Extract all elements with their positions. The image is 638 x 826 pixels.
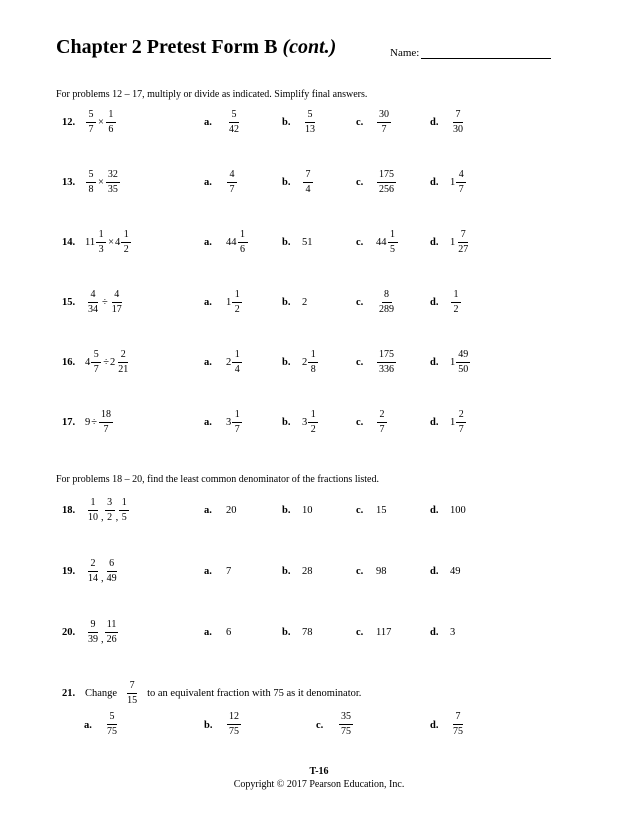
choice-b-label: b. [282,237,291,248]
choice-d-label: d. [430,237,439,248]
numerator: 1 [88,498,98,511]
numerator: 175 [377,350,396,363]
problem-18-label: 18. [62,505,76,516]
whole-number: 2 [302,357,308,368]
numerator: 1 [96,230,106,243]
separator: , [101,512,104,523]
denominator: 49 [106,573,117,584]
denominator: 13 [305,124,315,135]
problem-12-choice-c[interactable] [376,110,392,135]
fraction [377,110,391,135]
whole-number: 1 [226,297,232,308]
choice-a-label: a. [204,117,212,128]
numerator: 4 [227,170,237,183]
whole-number: 1 [450,417,456,428]
separator: , [101,573,104,584]
problem-12-choice-b[interactable] [302,110,318,135]
problem-13-expression [85,170,121,195]
choice-d-label: d. [430,357,439,368]
fraction [106,170,120,195]
separator: , [115,512,119,523]
choice-c-label: c. [356,417,364,428]
fraction [232,410,242,435]
problem-16-choice-d[interactable] [450,350,471,375]
denominator: 50 [458,364,469,375]
numerator: 32 [106,170,120,183]
fraction [106,110,116,135]
problem-19-choice-b[interactable]: 28 [302,566,313,577]
numerator: 5 [91,350,101,363]
whole-number: 9 [85,417,91,428]
denominator: 75 [341,726,351,737]
denominator: 4 [305,184,311,195]
choice-a-label: a. [84,720,92,731]
numerator: 1 [106,110,116,123]
operator: × [98,177,104,188]
problem-13-label: 13. [62,177,76,188]
denominator: 2 [107,512,113,523]
fraction [377,170,396,195]
problem-21-label: 21. [62,688,76,699]
fraction [105,498,115,523]
choice-b-label: b. [204,720,213,731]
choice-d-label: d. [430,177,439,188]
problem-20-choice-c[interactable]: 117 [376,627,392,638]
denominator: 7 [93,364,99,375]
problem-19-choice-d[interactable]: 49 [450,566,461,577]
fraction [86,170,96,195]
choice-a-label: a. [204,357,212,368]
whole-number: 3 [226,417,232,428]
problem-15-label: 15. [62,297,76,308]
fraction [105,712,119,737]
problem-14-label: 14. [62,237,76,248]
problem-18-expression [85,498,130,523]
fraction [227,712,241,737]
problem-12-expression [85,110,117,135]
numerator: 49 [456,350,470,363]
choice-d-label: d. [430,297,439,308]
denominator: 289 [379,304,394,315]
choice-a-label: a. [204,237,212,248]
denominator: 5 [121,512,127,523]
fraction [303,110,317,135]
denominator: 75 [107,726,117,737]
denominator: 14 [88,573,98,584]
problem-12-choice-a[interactable] [226,110,242,135]
denominator: 7 [379,424,385,435]
denominator: 7 [88,124,94,135]
problem-18-choice-d[interactable]: 100 [450,505,466,516]
denominator: 27 [458,244,469,255]
numerator: 1 [232,410,242,423]
numerator: 1 [308,350,318,363]
choice-b-label: b. [282,357,291,368]
choice-d-label: d. [430,417,439,428]
fraction [116,350,130,375]
choice-c-label: c. [356,297,364,308]
numerator: 11 [105,620,119,633]
choice-b-label: b. [282,627,291,638]
whole-number: 1 [450,177,456,188]
problem-20-expression [85,620,120,645]
numerator: 4 [88,290,98,303]
fraction [227,170,237,195]
choice-c-label: c. [356,117,364,128]
page-title [56,36,336,59]
fraction [339,712,353,737]
numerator: 5 [305,110,315,123]
whole-number: 2 [226,357,232,368]
choice-c-label: c. [356,177,364,188]
denominator: 2 [123,244,129,255]
numerator: 1 [238,230,248,243]
problem-17-choice-d[interactable] [450,410,467,435]
denominator: 256 [379,184,394,195]
choice-a-label: a. [204,627,212,638]
problem-15-choice-c[interactable] [376,290,397,315]
problem-13-choice-a[interactable] [226,170,238,195]
numerator: 7 [303,170,313,183]
numerator: 1 [308,410,318,423]
fraction [91,350,101,375]
fraction [377,410,387,435]
numerator: 2 [456,410,466,423]
numerator: 1 [232,350,242,363]
problem-13-choice-c[interactable] [376,170,397,195]
choice-b-label: b. [282,505,291,516]
numerator: 6 [107,559,117,572]
numerator: 2 [377,410,387,423]
choice-b-label: b. [282,117,291,128]
problem-19-label: 19. [62,566,76,577]
problem-15-expression [85,290,125,315]
choice-b-label: b. [282,177,291,188]
problem-12-choice-d[interactable] [450,110,466,135]
denominator: 5 [390,244,395,255]
instructions-mult-div: For problems 12 – 17, multiply or divide as indicated. Simplify final answers. [56,89,368,100]
denominator: 26 [106,634,117,645]
whole-number: 44 [376,237,387,248]
problem-17-choice-c[interactable] [376,410,388,435]
fraction [308,350,318,375]
problem-15-choice-a[interactable] [226,290,243,315]
problem-18-choice-b[interactable]: 10 [302,505,313,516]
title-suffix: (cont.) [282,36,337,58]
whole-number: 1 [450,357,456,368]
problem-20-choice-a[interactable]: 6 [226,627,232,638]
problem-17-choice-b[interactable] [302,410,319,435]
problem-14-choice-d[interactable] [450,230,471,255]
problem-14-expression [85,230,132,255]
choice-d-label: d. [430,627,439,638]
fraction [86,620,100,645]
denominator: 336 [379,364,394,375]
page-number: T-16 [309,766,329,777]
denominator: 42 [229,124,239,135]
choice-d-label: d. [430,505,439,516]
problem-18-choice-a[interactable]: 20 [226,505,237,516]
fraction [232,350,242,375]
title-text: Chapter 2 Pretest Form B [56,36,278,58]
denominator: 75 [229,726,239,737]
whole-number: 3 [302,417,308,428]
choice-b-label: b. [282,297,291,308]
fraction [451,110,465,135]
denominator: 3 [98,244,104,255]
choice-d-label: d. [430,117,439,128]
fraction [456,350,470,375]
fraction [456,170,466,195]
numerator: 4 [112,290,122,303]
numerator: 5 [229,110,239,123]
fraction [451,712,465,737]
choice-a-label: a. [204,566,212,577]
denominator: 7 [229,184,235,195]
name-label: Name: [390,47,420,59]
name-blank[interactable] [421,48,551,59]
denominator: 7 [458,424,464,435]
numerator: 7 [453,110,463,123]
denominator: 39 [88,634,98,645]
choice-b-label: b. [282,417,291,428]
fraction [377,290,396,315]
numerator: 5 [86,110,96,123]
choice-b-label: b. [282,566,291,577]
denominator: 2 [310,424,316,435]
numerator: 3 [105,498,115,511]
numerator: 12 [227,712,241,725]
numerator: 1 [121,230,131,243]
fraction [99,410,113,435]
denominator: 10 [88,512,98,523]
fraction [388,230,398,255]
problem-18-choice-c[interactable]: 15 [376,505,387,516]
denominator: 17 [111,304,122,315]
denominator: 2 [234,304,240,315]
problem-16-choice-b[interactable] [302,350,319,375]
fraction [456,230,470,255]
denominator: 8 [88,184,94,195]
operator: ÷ [102,297,108,308]
whole-number: 2 [110,357,116,368]
numerator: 9 [88,620,98,633]
choice-a-label: a. [204,505,212,516]
choice-c-label: c. [356,627,364,638]
problem-21-question: Change $\frac{7}{15}$ to an equivalent fraction with 75 as it denominator. [85,680,362,706]
fraction [377,350,396,375]
fraction [227,110,241,135]
problem-17-choice-a[interactable] [226,410,243,435]
fraction [86,559,100,584]
denominator: 6 [240,244,245,255]
operator: ÷ [91,417,98,428]
choice-c-label: c. [356,566,364,577]
problem-21-choice-c[interactable] [338,712,354,737]
fraction [238,230,248,255]
problem-20-label: 20. [62,627,76,638]
denominator: 4 [234,364,240,375]
name-field[interactable] [390,47,551,59]
numerator: 1 [451,290,461,303]
whole-number: 4 [115,237,121,248]
fraction [105,559,119,584]
problem-17-expression [85,410,114,435]
numerator: 18 [99,410,113,423]
fraction [451,290,461,315]
numerator: 1 [232,290,242,303]
choice-a-label: a. [204,417,212,428]
numerator: 7 [453,712,463,725]
fraction [125,681,139,706]
fraction [86,498,100,523]
numerator: 4 [456,170,466,183]
problem-15-choice-d[interactable] [450,290,462,315]
problem-13-choice-b[interactable] [302,170,314,195]
fraction [86,290,100,315]
separator: , [101,634,104,645]
numerator: 175 [377,170,396,183]
denominator: 6 [108,124,114,135]
problem-12-label: 12. [62,117,76,128]
numerator: 7 [127,681,137,694]
denominator: 7 [234,424,240,435]
problem-13-choice-d[interactable] [450,170,467,195]
denominator: 35 [107,184,118,195]
choice-c-label: c. [356,505,364,516]
denominator: 30 [453,124,463,135]
problem-19-choice-c[interactable]: 98 [376,566,387,577]
fraction [86,110,96,135]
problem-17-label: 17. [62,417,76,428]
numerator: 1 [388,230,398,243]
fraction [121,230,131,255]
problem-16-choice-a[interactable] [226,350,243,375]
problem-19-expression [85,559,120,584]
whole-number: 1 [450,237,456,248]
fraction [308,410,318,435]
denominator: 15 [127,695,138,706]
denominator: 8 [310,364,316,375]
fraction [232,290,242,315]
problem-16-expression [85,350,131,375]
problem-20-choice-d[interactable]: 3 [450,627,456,638]
fraction [105,620,119,645]
fraction [303,170,313,195]
problem-21-choice-a[interactable] [104,712,120,737]
fraction [456,410,466,435]
problem-14-choice-a[interactable] [226,230,249,255]
choice-a-label: a. [204,177,212,188]
choice-a-label: a. [204,297,212,308]
denominator: 2 [453,304,459,315]
numerator: 7 [458,230,468,243]
problem-21-choice-d[interactable] [450,712,466,737]
denominator: 34 [88,304,98,315]
denominator: 7 [458,184,464,195]
instructions-lcd: For problems 18 – 20, find the least common denominator of the fractions listed. [56,474,379,485]
denominator: 75 [453,726,463,737]
numerator: 5 [86,170,96,183]
numerator: 2 [88,559,98,572]
numerator: 30 [377,110,391,123]
problem-14-choice-b[interactable]: 51 [302,237,313,248]
problem-21-choice-b[interactable] [226,712,242,737]
fraction [119,498,129,523]
whole-number: 4 [85,357,91,368]
copyright: Copyright © 2017 Pearson Education, Inc. [233,779,405,790]
fraction [110,290,124,315]
numerator: 35 [339,712,353,725]
choice-c-label: c. [316,720,324,731]
choice-d-label: d. [430,720,439,731]
choice-d-label: d. [430,566,439,577]
numerator: 2 [118,350,128,363]
choice-c-label: c. [356,237,364,248]
denominator: 7 [381,124,387,135]
numerator: 8 [382,290,392,303]
operator: × [98,117,104,128]
operator: ÷ [103,357,110,368]
problem-16-label: 16. [62,357,76,368]
problem-16-choice-c[interactable] [376,350,397,375]
whole-number: 11 [85,237,96,248]
problem-15-choice-b[interactable]: 2 [302,297,308,308]
choice-c-label: c. [356,357,364,368]
problem-14-choice-c[interactable] [376,230,399,255]
operator: × [108,237,115,248]
numerator: 1 [119,498,129,511]
problem-19-choice-a[interactable]: 7 [226,566,232,577]
numerator: 5 [107,712,117,725]
fraction [96,230,106,255]
whole-number: 44 [226,237,237,248]
denominator: 21 [118,364,129,375]
denominator: 7 [103,424,109,435]
problem-20-choice-b[interactable]: 78 [302,627,313,638]
